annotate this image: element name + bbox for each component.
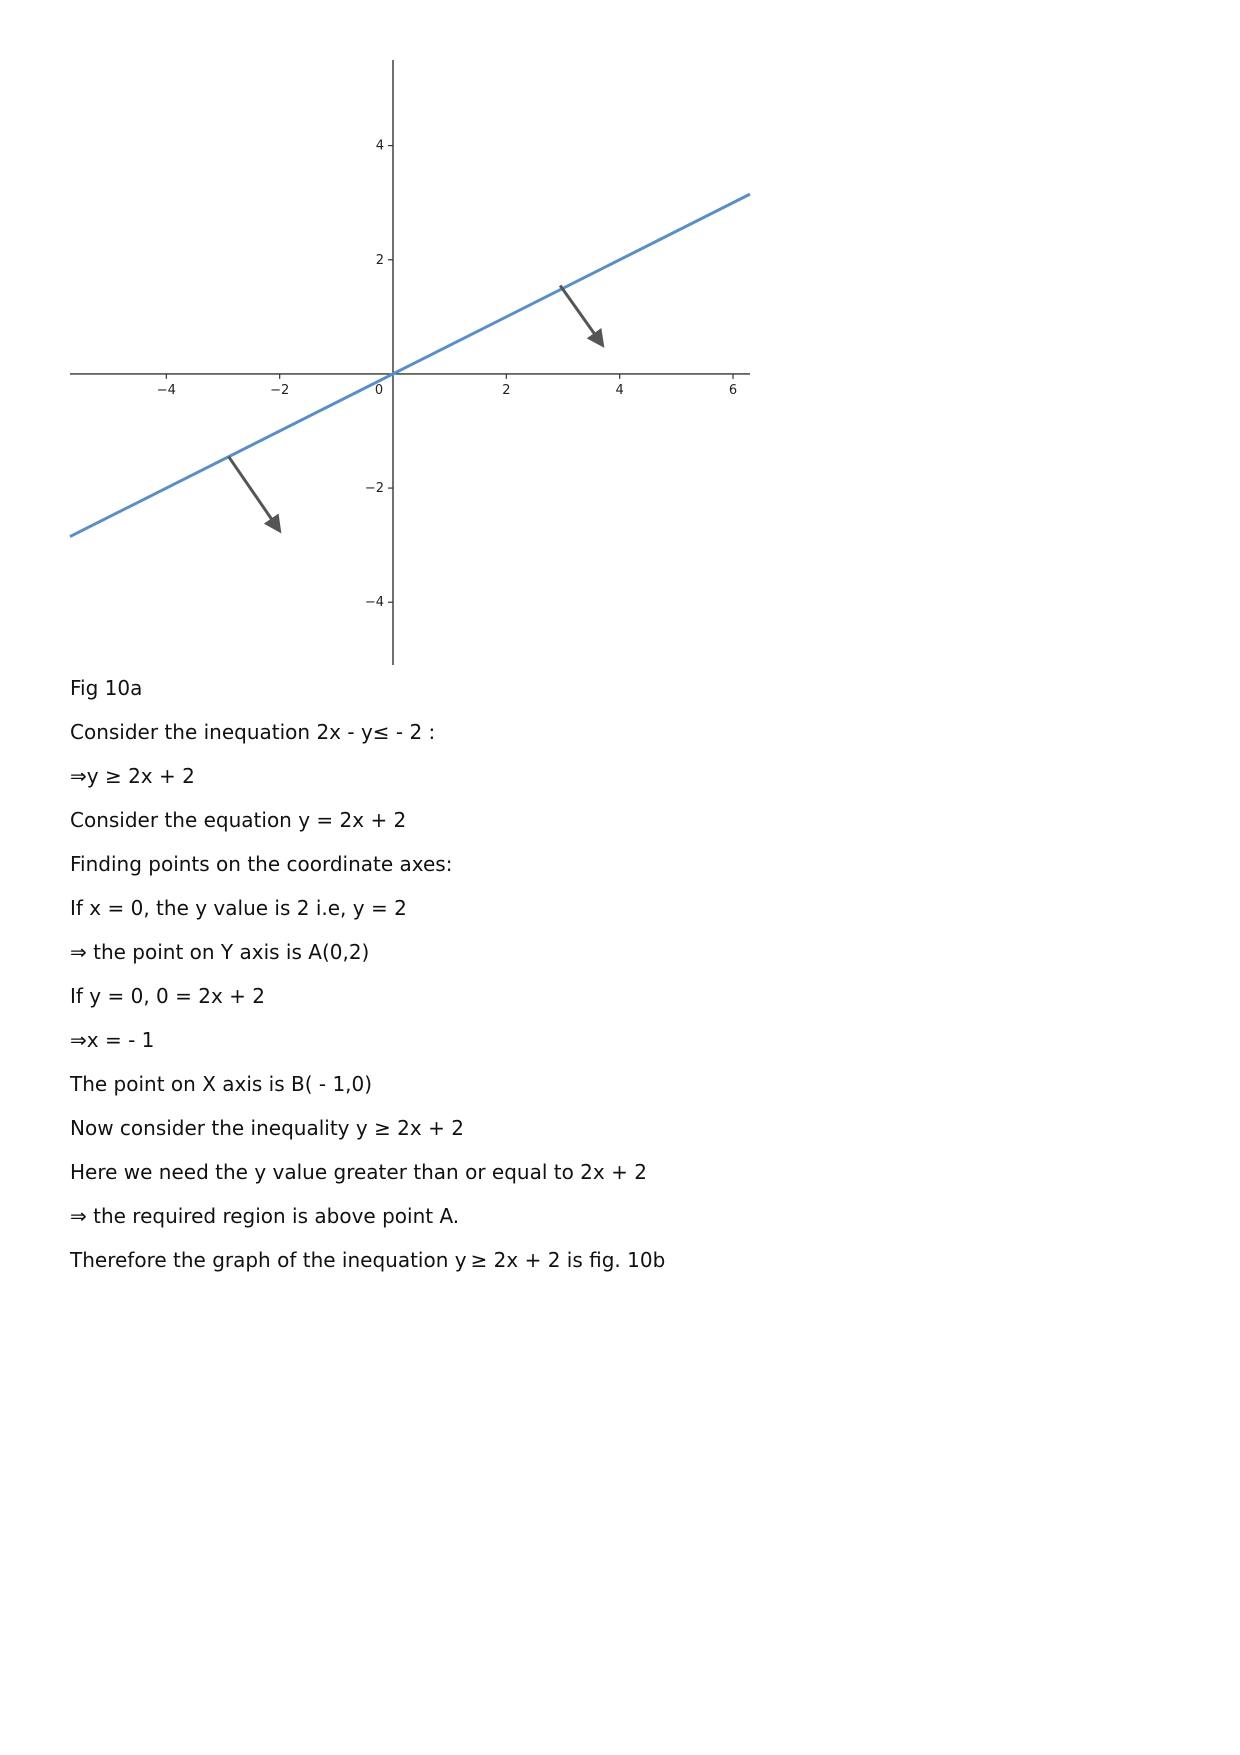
text-line-point-a: ⇒ the point on Y axis is A(0,2) <box>70 940 370 964</box>
text-line-region: ⇒ the required region is above point A. <box>70 1204 460 1228</box>
text-line-x-value: ⇒x = - 1 <box>70 1028 155 1052</box>
y-tick-label: 4 <box>375 138 384 154</box>
x-tick-label: 4 <box>615 382 624 398</box>
y-tick-label: −2 <box>364 481 384 497</box>
text-line-rearranged: ⇒y ≥ 2x + 2 <box>70 764 195 788</box>
figure-caption: Fig 10a <box>70 676 143 700</box>
text-line-greater-than: Here we need the y value greater than or equal to 2x + 2 <box>70 1160 647 1184</box>
text-line-x-zero: If x = 0, the y value is 2 i.e, y = 2 <box>70 896 407 920</box>
text-line-finding-points: Finding points on the coordinate axes: <box>70 852 453 876</box>
text-line-y-zero: If y = 0, 0 = 2x + 2 <box>70 984 265 1008</box>
solution-text <box>70 676 1170 1292</box>
x-tick-label: 0 <box>374 382 384 398</box>
text-line-point-b: The point on X axis is B( - 1,0) <box>70 1072 373 1096</box>
text-line-conclusion: Therefore the graph of the inequation y ≥ 2x + 2 is fig. 10b <box>70 1248 666 1272</box>
y-tick-label: −4 <box>364 595 384 611</box>
x-tick-label: −4 <box>156 382 176 398</box>
boundary-line <box>70 194 750 536</box>
text-line-inequation: Consider the inequation 2x - y≤ - 2 : <box>70 720 436 744</box>
figure-10a <box>60 50 760 675</box>
x-tick-label: 6 <box>728 382 738 398</box>
region-arrow <box>560 285 603 345</box>
y-tick-label: 2 <box>375 252 384 268</box>
coordinate-plot <box>60 50 760 675</box>
text-line-inequality: Now consider the inequality y ≥ 2x + 2 <box>70 1116 464 1140</box>
text-line-equation: Consider the equation y = 2x + 2 <box>70 808 407 832</box>
x-tick-label: 2 <box>502 382 511 398</box>
region-arrow <box>229 457 280 531</box>
x-tick-label: −2 <box>270 382 290 398</box>
